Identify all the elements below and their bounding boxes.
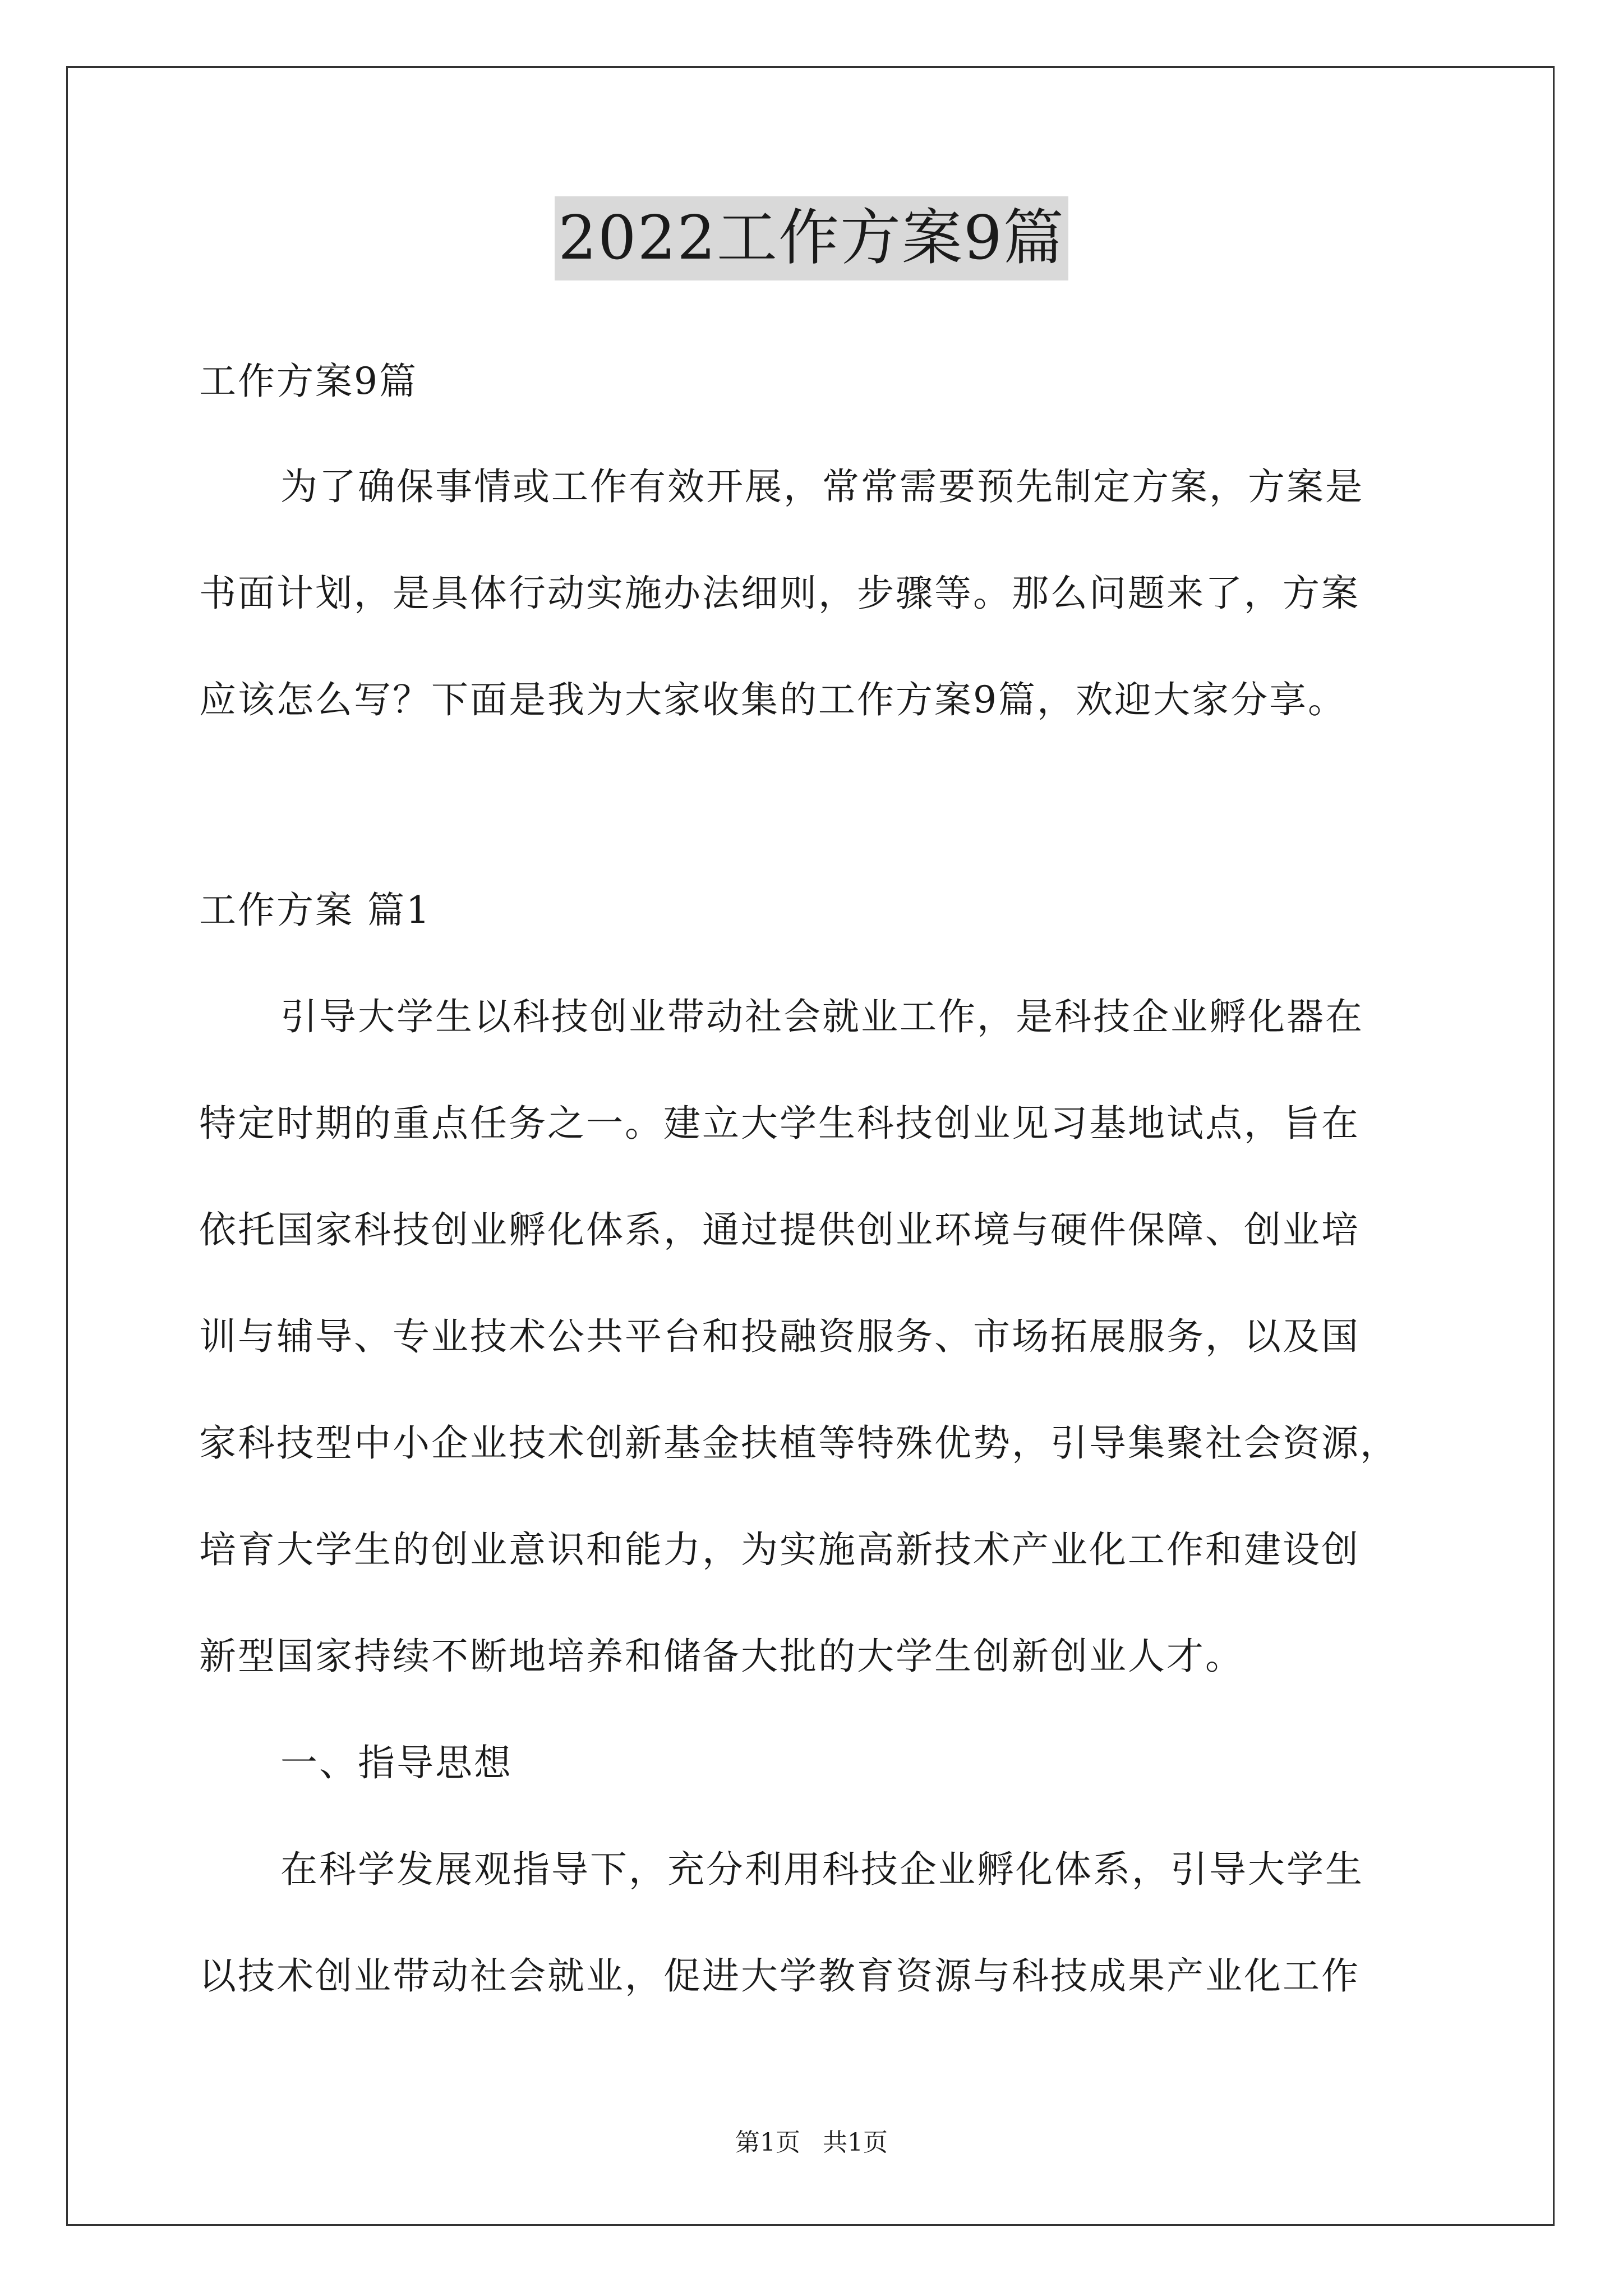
page-footer	[0, 2126, 1623, 2160]
section-heading: 工作方案 篇1	[199, 889, 431, 932]
page-number: 第1页	[735, 2128, 800, 2157]
body-line: 引导大学生以科技创业带动社会就业工作，是科技企业孵化器在	[280, 995, 1364, 1038]
title-block	[0, 196, 1623, 280]
intro-line: 书面计划，是具体行动实施办法细则，步骤等。那么问题来了，方案	[199, 572, 1360, 615]
subtitle: 工作方案9篇	[199, 360, 418, 403]
body-line: 特定时期的重点任务之一。建立大学生科技创业见习基地试点，旨在	[199, 1102, 1360, 1145]
document-title: 2022工作方案9篇	[555, 196, 1068, 280]
body-line: 以技术创业带动社会就业，促进大学教育资源与科技成果产业化工作	[199, 1954, 1360, 1998]
page-total: 共1页	[823, 2128, 888, 2157]
body-line: 依托国家科技创业孵化体系，通过提供创业环境与硬件保障、创业培	[199, 1208, 1360, 1251]
intro-line: 应该怎么写？下面是我为大家收集的工作方案9篇，欢迎大家分享。	[199, 678, 1347, 721]
body-line: 训与辅导、专业技术公共平台和投融资服务、市场拓展服务，以及国	[199, 1315, 1360, 1358]
subheading: 一、指导思想	[280, 1741, 513, 1784]
body-line: 家科技型中小企业技术创新基金扶植等特殊优势，引导集聚社会资源，	[199, 1421, 1399, 1465]
body-line: 培育大学生的创业意识和能力，为实施高新技术产业化工作和建设创	[199, 1528, 1360, 1571]
body-line: 在科学发展观指导下，充分利用科技企业孵化体系，引导大学生	[280, 1848, 1364, 1891]
body-line: 新型国家持续不断地培养和储备大批的大学生创新创业人才。	[199, 1635, 1244, 1678]
intro-line: 为了确保事情或工作有效开展，常常需要预先制定方案，方案是	[280, 465, 1364, 508]
